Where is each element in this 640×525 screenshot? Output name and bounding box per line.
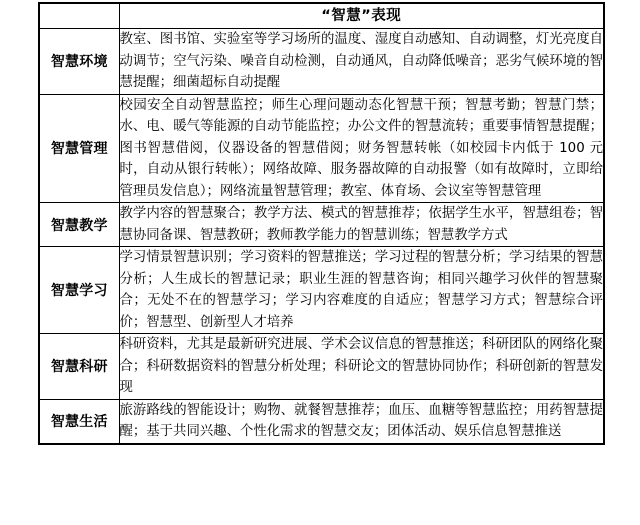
row-label-smart-management: 智慧管理: [39, 94, 119, 203]
row-content-smart-environment: [119, 29, 604, 95]
table-row: [39, 203, 604, 247]
row-content-text: 旅游路线的智能设计；购物、就餐智慧推荐；血压、血糖等智慧监控；用药智慧提醒；基于共同兴趣、个性化需求的智慧交友；团体活动、娱乐信息智慧推送: [119, 402, 603, 439]
row-content-text: 学习情景智慧识别；学习资料的智慧推送；学习过程的智慧分析；学习结果的智慧分析；人生成长的智慧记录；职业生涯的智慧咨询；相同兴趣学习伙伴的智慧聚合；无处不在的智慧学习；学习内容难度的自适应；智慧学习方式；智慧综合评价；智慧型、创新型人才培养: [119, 250, 603, 330]
row-label-smart-learning: 智慧学习: [39, 247, 119, 334]
row-content-smart-life: [119, 399, 604, 444]
row-content-text: 教学内容的智慧聚合；教学方法、模式的智慧推荐；依据学生水平，智慧组卷；智慧协同备课、智慧教研；教师教学能力的智慧训练；智慧教学方式: [119, 206, 603, 243]
header-cell-title: “智慧”表现: [119, 3, 604, 29]
row-label-smart-life: 智慧生活: [39, 399, 119, 444]
row-content-text: 教室、图书馆、实验室等学习场所的温度、湿度自动感知、自动调整，灯光亮度自动调节；空气污染、噪音自动检测，自动通风，自动降低噪音；恶劣气候环境的智慧提醒；细菌超标自动提醒: [119, 32, 603, 90]
row-content-smart-learning: [119, 247, 604, 334]
table-row: [39, 399, 604, 444]
row-content-smart-research: [119, 334, 604, 400]
smart-campus-table: [38, 2, 605, 445]
table-body: [39, 3, 604, 444]
table-row: [39, 247, 604, 334]
row-label-smart-teaching: 智慧教学: [39, 203, 119, 247]
table-header-row: [39, 3, 604, 29]
table-row: [39, 334, 604, 400]
row-content-text: 校园安全自动智慧监控；师生心理问题动态化智慧干预；智慧考勤；智慧门禁；水、电、暖气等能源的自动节能监控；办公文件的智慧流转；重要事情智慧提醒；图书智慧借阅，仪器设备的智慧借阅；财务智慧转帐（如校园卡内低于 100 元时，自动从银行转帐）；网络故障、服务器故障的自动报警（如有故障时，立即给管理员发信息）；网络流量智慧管理；教室、体育场、会议室等智慧管理: [119, 97, 603, 199]
table-row: [39, 94, 604, 203]
row-content-smart-teaching: [119, 203, 604, 247]
header-cell-blank: [39, 3, 119, 29]
row-label-smart-research: 智慧科研: [39, 334, 119, 400]
row-content-smart-management: [119, 94, 604, 203]
table-row: [39, 29, 604, 95]
row-label-smart-environment: 智慧环境: [39, 29, 119, 95]
row-content-text: 科研资料，尤其是最新研究进展、学术会议信息的智慧推送；科研团队的网络化聚合；科研数据资料的智慧分析处理；科研论文的智慧协同协作；科研创新的智慧发现: [119, 337, 603, 395]
